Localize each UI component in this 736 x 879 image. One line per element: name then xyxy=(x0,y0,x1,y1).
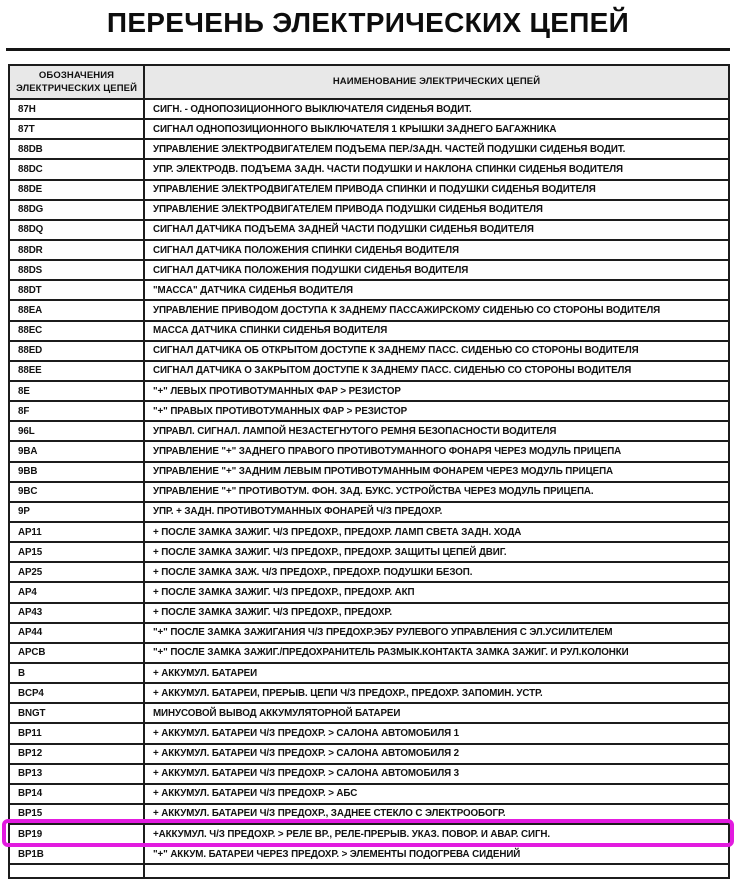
circuit-code: 88DT xyxy=(9,280,144,300)
table-row xyxy=(9,784,729,804)
circuit-code: BP15 xyxy=(9,804,144,824)
circuit-code: AP15 xyxy=(9,542,144,562)
table-row xyxy=(9,804,729,824)
circuit-code: 88DS xyxy=(9,260,144,280)
circuit-code: 88DC xyxy=(9,159,144,179)
table-row xyxy=(9,119,729,139)
circuit-code: 87H xyxy=(9,99,144,119)
table-row xyxy=(9,562,729,582)
table-row xyxy=(9,300,729,320)
table-row xyxy=(9,482,729,502)
circuit-name: + ПОСЛЕ ЗАМКА ЗАЖИГ. Ч/З ПРЕДОХР., ПРЕДОХР. ЛАМП СВЕТА ЗАДН. ХОДА xyxy=(144,522,729,542)
circuit-code: 88DE xyxy=(9,180,144,200)
circuit-name: СИГНАЛ ДАТЧИКА О ЗАКРЫТОМ ДОСТУПЕ К ЗАДНЕМУ ПАСС. СИДЕНЬЮ СО СТОРОНЫ ВОДИТЕЛЯ xyxy=(144,361,729,381)
circuit-code: 88DQ xyxy=(9,220,144,240)
circuit-code: 8F xyxy=(9,401,144,421)
circuit-code: 88DG xyxy=(9,200,144,220)
circuit-name: МАССА ДАТЧИКА СПИНКИ СИДЕНЬЯ ВОДИТЕЛЯ xyxy=(144,321,729,341)
circuit-code: B xyxy=(9,663,144,683)
circuit-name: + АККУМУЛ. БАТАРЕИ xyxy=(144,663,729,683)
circuit-code: 88DB xyxy=(9,139,144,159)
circuit-name: "+" ПРАВЫХ ПРОТИВОТУМАННЫХ ФАР > РЕЗИСТОР xyxy=(144,401,729,421)
table-row xyxy=(9,200,729,220)
col-header-designations xyxy=(9,65,144,99)
circuit-code: BP13 xyxy=(9,764,144,784)
table-header-row xyxy=(9,65,729,99)
table-row xyxy=(9,844,729,864)
circuit-name: + ПОСЛЕ ЗАМКА ЗАЖИГ. Ч/З ПРЕДОХР., ПРЕДОХР. АКП xyxy=(144,582,729,602)
circuit-code xyxy=(9,864,144,878)
table-row xyxy=(9,764,729,784)
circuit-code: 8E xyxy=(9,381,144,401)
table-row xyxy=(9,441,729,461)
circuit-name: "+" ПОСЛЕ ЗАМКА ЗАЖИГ./ПРЕДОХРАНИТЕЛЬ РАЗМЫК.КОНТАКТА ЗАМКА ЗАЖИГ. И РУЛ.КОЛОНКИ xyxy=(144,643,729,663)
table-row xyxy=(9,703,729,723)
table-row xyxy=(9,723,729,743)
circuit-code: AP43 xyxy=(9,603,144,623)
table-row xyxy=(9,542,729,562)
circuit-code: 9P xyxy=(9,502,144,522)
circuit-name: УПР. + ЗАДН. ПРОТИВОТУМАННЫХ ФОНАРЕЙ Ч/З ПРЕДОХР. xyxy=(144,502,729,522)
table-row xyxy=(9,341,729,361)
table-row xyxy=(9,361,729,381)
circuit-name: УПРАВЛ. СИГНАЛ. ЛАМПОЙ НЕЗАСТЕГНУТОГО РЕМНЯ БЕЗОПАСНОСТИ ВОДИТЕЛЯ xyxy=(144,421,729,441)
circuit-code: APCB xyxy=(9,643,144,663)
circuit-name: УПРАВЛЕНИЕ ПРИВОДОМ ДОСТУПА К ЗАДНЕМУ ПАССАЖИРСКОМУ СИДЕНЬЮ СО СТОРОНЫ ВОДИТЕЛЯ xyxy=(144,300,729,320)
circuit-name: + АККУМУЛ. БАТАРЕИ, ПРЕРЫВ. ЦЕПИ Ч/З ПРЕДОХР., ПРЕДОХР. ЗАПОМИН. УСТР. xyxy=(144,683,729,703)
table-row xyxy=(9,683,729,703)
table-row xyxy=(9,180,729,200)
circuit-code: AP44 xyxy=(9,623,144,643)
table-row xyxy=(9,462,729,482)
circuit-code: 88EE xyxy=(9,361,144,381)
circuit-name: + АККУМУЛ. БАТАРЕИ Ч/З ПРЕДОХР., ЗАДНЕЕ СТЕКЛО С ЭЛЕКТРООБОГР. xyxy=(144,804,729,824)
col-header-names: НАИМЕНОВАНИЕ ЭЛЕКТРИЧЕСКИХ ЦЕПЕЙ xyxy=(144,65,729,99)
table-row xyxy=(9,220,729,240)
circuit-code: AP11 xyxy=(9,522,144,542)
table-row xyxy=(9,502,729,522)
circuit-name: УПРАВЛЕНИЕ ЭЛЕКТРОДВИГАТЕЛЕМ ПОДЪЕМА ПЕР./ЗАДН. ЧАСТЕЙ ПОДУШКИ СИДЕНЬЯ ВОДИТ. xyxy=(144,139,729,159)
circuit-code: 9BA xyxy=(9,441,144,461)
circuit-name: "+" АККУМ. БАТАРЕИ ЧЕРЕЗ ПРЕДОХР. > ЭЛЕМЕНТЫ ПОДОГРЕВА СИДЕНИЙ xyxy=(144,844,729,864)
circuit-code: 88DR xyxy=(9,240,144,260)
circuit-code: BCP4 xyxy=(9,683,144,703)
circuit-name: + ПОСЛЕ ЗАМКА ЗАЖ. Ч/З ПРЕДОХР., ПРЕДОХР. ПОДУШКИ БЕЗОП. xyxy=(144,562,729,582)
circuit-name xyxy=(144,864,729,878)
circuit-name: СИГН. - ОДНОПОЗИЦИОННОГО ВЫКЛЮЧАТЕЛЯ СИДЕНЬЯ ВОДИТ. xyxy=(144,99,729,119)
circuit-code: 9BB xyxy=(9,462,144,482)
circuit-name: + АККУМУЛ. БАТАРЕИ Ч/З ПРЕДОХР. > САЛОНА АВТОМОБИЛЯ 3 xyxy=(144,764,729,784)
circuit-name: СИГНАЛ ДАТЧИКА ПОЛОЖЕНИЯ СПИНКИ СИДЕНЬЯ ВОДИТЕЛЯ xyxy=(144,240,729,260)
table-row xyxy=(9,99,729,119)
circuit-name: + ПОСЛЕ ЗАМКА ЗАЖИГ. Ч/З ПРЕДОХР., ПРЕДОХР. xyxy=(144,603,729,623)
title-rule xyxy=(6,48,730,51)
table-row xyxy=(9,421,729,441)
circuit-name: + ПОСЛЕ ЗАМКА ЗАЖИГ. Ч/З ПРЕДОХР., ПРЕДОХР. ЗАЩИТЫ ЦЕПЕЙ ДВИГ. xyxy=(144,542,729,562)
table-row xyxy=(9,643,729,663)
circuit-name: СИГНАЛ ОДНОПОЗИЦИОННОГО ВЫКЛЮЧАТЕЛЯ 1 КРЫШКИ ЗАДНЕГО БАГАЖНИКА xyxy=(144,119,729,139)
table-row xyxy=(9,744,729,764)
partial-row xyxy=(9,864,729,878)
table-row xyxy=(9,381,729,401)
table-row xyxy=(9,240,729,260)
circuit-code: BP14 xyxy=(9,784,144,804)
table-row xyxy=(9,280,729,300)
circuit-code: AP25 xyxy=(9,562,144,582)
table-row xyxy=(9,139,729,159)
table-row xyxy=(9,260,729,280)
circuit-name: УПРАВЛЕНИЕ "+" ЗАДНИМ ЛЕВЫМ ПРОТИВОТУМАННЫМ ФОНАРЕМ ЧЕРЕЗ МОДУЛЬ ПРИЦЕПА xyxy=(144,462,729,482)
circuit-name: УПРАВЛЕНИЕ "+" ПРОТИВОТУМ. ФОН. ЗАД. БУКС. УСТРОЙСТВА ЧЕРЕЗ МОДУЛЬ ПРИЦЕПА. xyxy=(144,482,729,502)
circuit-name: УПРАВЛЕНИЕ ЭЛЕКТРОДВИГАТЕЛЕМ ПРИВОДА СПИНКИ И ПОДУШКИ СИДЕНЬЯ ВОДИТЕЛЯ xyxy=(144,180,729,200)
table-row xyxy=(9,663,729,683)
circuit-code: 96L xyxy=(9,421,144,441)
table-row xyxy=(9,603,729,623)
circuits-table xyxy=(8,64,730,879)
page-title: ПЕРЕЧЕНЬ ЭЛЕКТРИЧЕСКИХ ЦЕПЕЙ xyxy=(106,7,630,38)
circuit-name: + АККУМУЛ. БАТАРЕИ Ч/З ПРЕДОХР. > АБС xyxy=(144,784,729,804)
circuit-name: МИНУСОВОЙ ВЫВОД АККУМУЛЯТОРНОЙ БАТАРЕИ xyxy=(144,703,729,723)
table-row xyxy=(9,401,729,421)
circuit-code: AP4 xyxy=(9,582,144,602)
circuit-name: "+" ЛЕВЫХ ПРОТИВОТУМАННЫХ ФАР > РЕЗИСТОР xyxy=(144,381,729,401)
circuit-name: "+" ПОСЛЕ ЗАМКА ЗАЖИГАНИЯ Ч/З ПРЕДОХР.ЭБУ РУЛЕВОГО УПРАВЛЕНИЯ С ЭЛ.УСИЛИТЕЛЕМ xyxy=(144,623,729,643)
table-row xyxy=(9,623,729,643)
circuit-name: СИГНАЛ ДАТЧИКА ПОДЪЕМА ЗАДНЕЙ ЧАСТИ ПОДУШКИ СИДЕНЬЯ ВОДИТЕЛЯ xyxy=(144,220,729,240)
circuit-name: +АККУМУЛ. Ч/З ПРЕДОХР. > РЕЛЕ ВР., РЕЛЕ-ПРЕРЫВ. УКАЗ. ПОВОР. И АВАР. СИГН. xyxy=(144,824,729,844)
circuit-code: 87T xyxy=(9,119,144,139)
circuit-name: "МАССА" ДАТЧИКА СИДЕНЬЯ ВОДИТЕЛЯ xyxy=(144,280,729,300)
circuit-code: BP12 xyxy=(9,744,144,764)
circuit-code: 88EC xyxy=(9,321,144,341)
circuit-code: 88ED xyxy=(9,341,144,361)
circuit-code: BP1B xyxy=(9,844,144,864)
circuit-code: 9BC xyxy=(9,482,144,502)
col-header-designations-line2: ЭЛЕКТРИЧЕСКИХ ЦЕПЕЙ xyxy=(15,83,138,94)
circuit-name: + АККУМУЛ. БАТАРЕИ Ч/З ПРЕДОХР. > САЛОНА АВТОМОБИЛЯ 2 xyxy=(144,744,729,764)
circuit-name: УПРАВЛЕНИЕ ЭЛЕКТРОДВИГАТЕЛЕМ ПРИВОДА ПОДУШКИ СИДЕНЬЯ ВОДИТЕЛЯ xyxy=(144,200,729,220)
circuit-name: УПРАВЛЕНИЕ "+" ЗАДНЕГО ПРАВОГО ПРОТИВОТУМАННОГО ФОНАРЯ ЧЕРЕЗ МОДУЛЬ ПРИЦЕПА xyxy=(144,441,729,461)
circuit-code: 88EA xyxy=(9,300,144,320)
table-row xyxy=(9,824,729,844)
circuit-name: УПР. ЭЛЕКТРОДВ. ПОДЪЕМА ЗАДН. ЧАСТИ ПОДУШКИ И НАКЛОНА СПИНКИ СИДЕНЬЯ ВОДИТЕЛЯ xyxy=(144,159,729,179)
table-row xyxy=(9,582,729,602)
table-row xyxy=(9,522,729,542)
col-header-designations-line1: ОБОЗНАЧЕНИЯ xyxy=(38,69,115,81)
circuit-name: + АККУМУЛ. БАТАРЕИ Ч/З ПРЕДОХР. > САЛОНА АВТОМОБИЛЯ 1 xyxy=(144,723,729,743)
circuit-code: BP11 xyxy=(9,723,144,743)
circuit-name: СИГНАЛ ДАТЧИКА ОБ ОТКРЫТОМ ДОСТУПЕ К ЗАДНЕМУ ПАСС. СИДЕНЬЮ СО СТОРОНЫ ВОДИТЕЛЯ xyxy=(144,341,729,361)
circuit-name: СИГНАЛ ДАТЧИКА ПОЛОЖЕНИЯ ПОДУШКИ СИДЕНЬЯ ВОДИТЕЛЯ xyxy=(144,260,729,280)
circuit-code: BP19 xyxy=(9,824,144,844)
table-row xyxy=(9,321,729,341)
circuit-code: BNGT xyxy=(9,703,144,723)
table-row xyxy=(9,159,729,179)
